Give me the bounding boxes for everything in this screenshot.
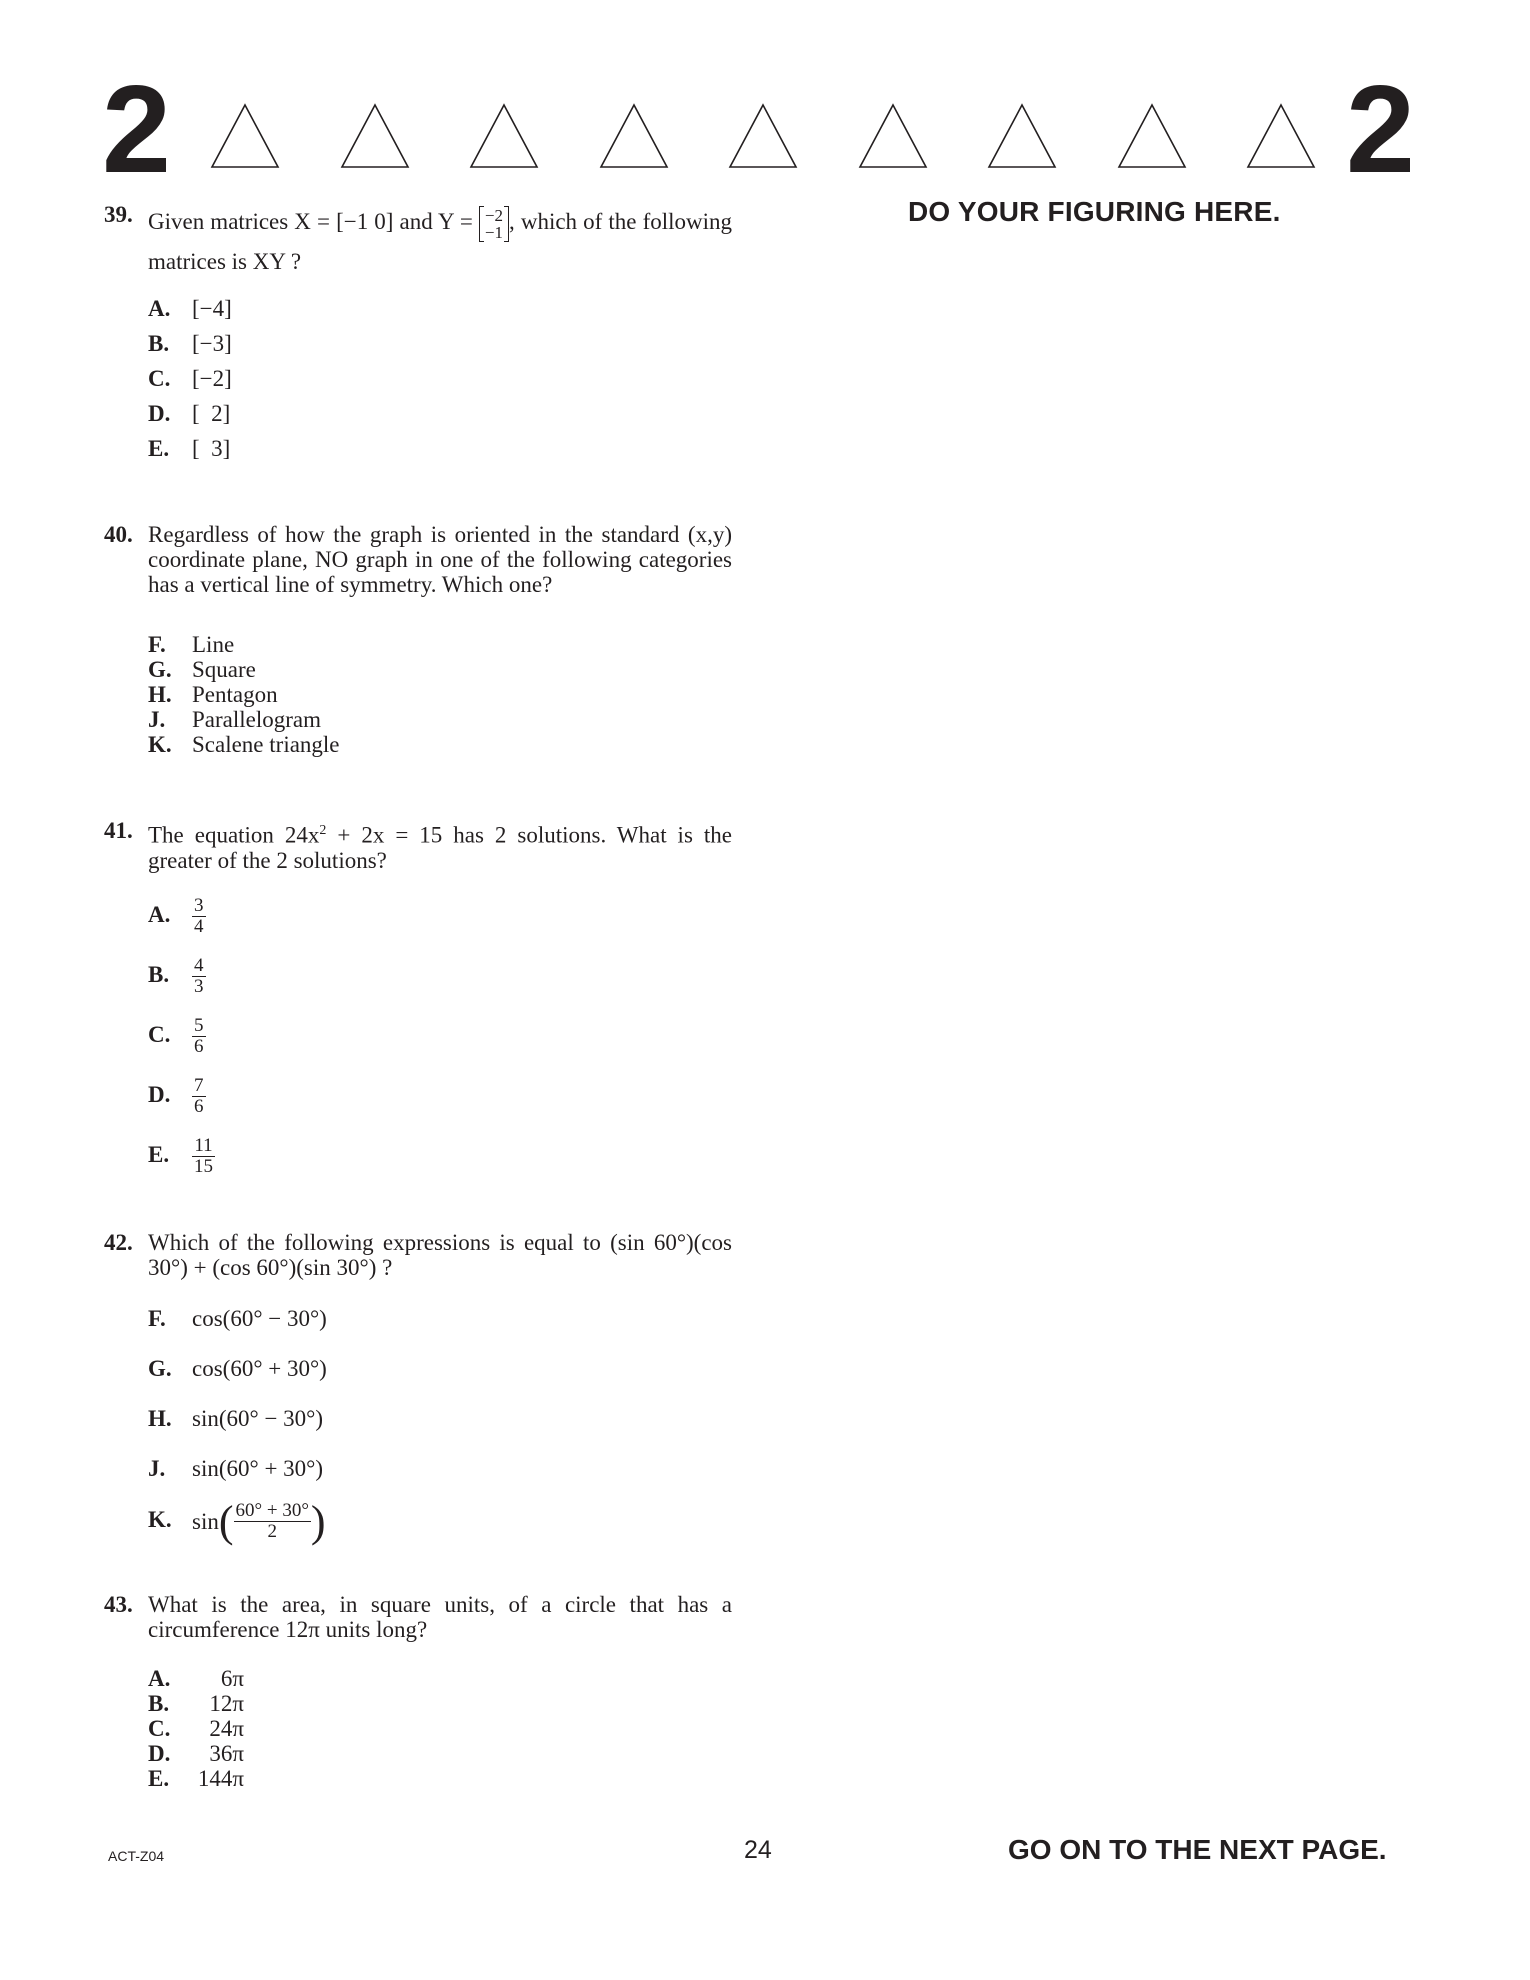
question-text: Which of the following expressions is equal to (sin 60°)(cos 30°) + (cos 60°)(sin 30°) ? — [148, 1230, 732, 1280]
numerator: 60° + 30° — [235, 1500, 309, 1521]
denominator: 4 — [194, 916, 204, 937]
option-43-b[interactable] — [148, 1691, 244, 1717]
option-value: sin(60° − 30°) — [192, 1406, 324, 1431]
option-label: K. — [148, 1506, 172, 1532]
option-value: sin(60° + 30°) — [192, 1456, 324, 1481]
numerator: 3 — [194, 895, 204, 916]
section-number-right: 2 — [1346, 61, 1413, 199]
numerator: 5 — [194, 1015, 204, 1036]
question-text — [148, 818, 732, 873]
matrix-y-top: −2 — [484, 205, 503, 225]
exponent: 2 — [319, 823, 327, 838]
denominator: 3 — [194, 976, 204, 997]
option-value: Pentagon — [192, 682, 278, 707]
question-number: 41. — [104, 818, 133, 843]
matrix-x: [−1 0] — [336, 209, 394, 234]
numerator: 4 — [194, 955, 204, 976]
option-43-a[interactable] — [148, 1666, 244, 1692]
form-code: ACT-Z04 — [108, 1848, 165, 1864]
option-value: cos(60° − 30°) — [192, 1306, 327, 1331]
question-number: 42. — [104, 1230, 133, 1255]
fraction — [192, 1136, 215, 1177]
option-label: F. — [148, 1306, 166, 1331]
option-value: [−4] — [192, 296, 232, 321]
option-40-k[interactable] — [148, 732, 340, 758]
fraction — [192, 896, 206, 937]
sin-prefix: sin — [192, 1508, 219, 1534]
option-label: G. — [148, 1356, 172, 1381]
text-part: and Y = — [393, 209, 479, 234]
fraction — [234, 1501, 311, 1542]
option-label: K. — [148, 732, 172, 757]
option-value: 24π — [209, 1716, 244, 1741]
option-label: B. — [148, 331, 170, 356]
question-42 — [104, 1230, 732, 1280]
denominator: 6 — [194, 1036, 204, 1057]
option-41-d[interactable] — [148, 1076, 206, 1117]
question-text: What is the area, in square units, of a circle that has a circumference 12π units long? — [148, 1592, 732, 1642]
denominator: 6 — [194, 1096, 204, 1117]
option-42-h[interactable] — [148, 1406, 323, 1432]
option-42-g[interactable] — [148, 1356, 327, 1382]
text-part: + 2x = 15 has 2 solutions. What is the greater of the 2 solutions? — [148, 822, 732, 873]
section-number-left: 2 — [102, 61, 169, 199]
option-value: Square — [192, 657, 256, 682]
option-41-a[interactable] — [148, 896, 206, 937]
triangle-icon — [1117, 103, 1187, 169]
option-40-h[interactable] — [148, 682, 278, 708]
option-39-d[interactable] — [148, 401, 230, 427]
option-value: [ 2] — [192, 401, 231, 426]
option-value: Parallelogram — [192, 707, 322, 732]
fraction — [192, 1076, 206, 1117]
option-43-e[interactable] — [148, 1766, 244, 1792]
text-part: Given matrices X = — [148, 209, 337, 234]
option-label: F. — [148, 632, 166, 657]
option-value: [−3] — [192, 331, 232, 356]
matrix-y — [479, 206, 509, 242]
option-label: C. — [148, 366, 171, 391]
option-label: E. — [148, 436, 170, 461]
option-39-e[interactable] — [148, 436, 230, 462]
page-number: 24 — [744, 1836, 772, 1864]
option-41-c[interactable] — [148, 1016, 206, 1057]
triangle-icon — [987, 103, 1057, 169]
question-number: 43. — [104, 1592, 133, 1617]
fraction — [192, 956, 206, 997]
option-40-g[interactable] — [148, 657, 256, 683]
fraction — [192, 1016, 206, 1057]
option-39-c[interactable] — [148, 366, 232, 392]
numerator: 7 — [194, 1075, 204, 1096]
question-number: 39. — [104, 202, 133, 227]
next-page-note: GO ON TO THE NEXT PAGE. — [1008, 1834, 1387, 1865]
option-42-k[interactable] — [148, 1496, 326, 1547]
option-39-b[interactable] — [148, 331, 232, 357]
numerator: 11 — [194, 1135, 213, 1156]
question-41 — [104, 818, 732, 873]
paren-left: ( — [218, 1497, 234, 1546]
option-label: J. — [148, 1456, 166, 1481]
triangle-icon — [599, 103, 669, 169]
option-40-j[interactable] — [148, 707, 321, 733]
option-label: B. — [148, 961, 170, 987]
triangle-icon — [1246, 103, 1316, 169]
option-label: D. — [148, 1741, 171, 1766]
option-40-f[interactable] — [148, 632, 234, 658]
question-text — [148, 202, 732, 282]
option-label: E. — [148, 1766, 170, 1791]
option-label: H. — [148, 682, 172, 707]
paren-right: ) — [310, 1497, 326, 1546]
option-value: cos(60° + 30°) — [192, 1356, 327, 1381]
option-value: [ 3] — [192, 436, 231, 461]
option-label: G. — [148, 657, 172, 682]
triangle-icon — [340, 103, 410, 169]
question-40 — [104, 522, 732, 597]
option-label: B. — [148, 1691, 170, 1716]
option-label: C. — [148, 1716, 171, 1741]
option-label: A. — [148, 296, 171, 321]
option-label: A. — [148, 901, 171, 927]
option-43-c[interactable] — [148, 1716, 244, 1742]
option-label: H. — [148, 1406, 172, 1431]
question-43 — [104, 1592, 732, 1642]
option-label: J. — [148, 707, 166, 732]
denominator: 15 — [194, 1156, 213, 1177]
option-label: C. — [148, 1021, 171, 1047]
option-value: [−2] — [192, 366, 232, 391]
triangle-icon — [728, 103, 798, 169]
option-label: D. — [148, 1081, 171, 1107]
option-43-d[interactable] — [148, 1741, 244, 1767]
option-41-e[interactable] — [148, 1136, 215, 1177]
option-41-b[interactable] — [148, 956, 206, 997]
option-39-a[interactable] — [148, 296, 232, 322]
text-part: , which of the following matrices is XY ? — [148, 209, 733, 274]
denominator: 2 — [267, 1521, 277, 1542]
figuring-note: DO YOUR FIGURING HERE. — [908, 196, 1281, 227]
option-label: A. — [148, 1666, 171, 1691]
question-number: 40. — [104, 522, 133, 547]
option-value: 144π — [197, 1766, 244, 1791]
option-value: 12π — [209, 1691, 244, 1716]
option-value: Line — [192, 632, 235, 657]
triangle-icon — [210, 103, 280, 169]
question-39 — [104, 202, 732, 282]
option-label: E. — [148, 1141, 170, 1167]
option-label: D. — [148, 401, 171, 426]
option-value: 36π — [209, 1741, 244, 1766]
triangle-icon — [858, 103, 928, 169]
option-42-j[interactable] — [148, 1456, 323, 1482]
option-value: Scalene triangle — [192, 732, 340, 757]
question-text: Regardless of how the graph is oriented in the standard (x,y) coordinate plane, NO graph in one of the following categories has a vertical line of symmetry. Which one? — [148, 522, 732, 597]
matrix-y-bottom: −1 — [484, 222, 503, 242]
option-42-f[interactable] — [148, 1306, 327, 1332]
option-value: 6π — [220, 1666, 244, 1691]
text-part: The equation 24x — [148, 822, 320, 848]
triangle-icon — [469, 103, 539, 169]
